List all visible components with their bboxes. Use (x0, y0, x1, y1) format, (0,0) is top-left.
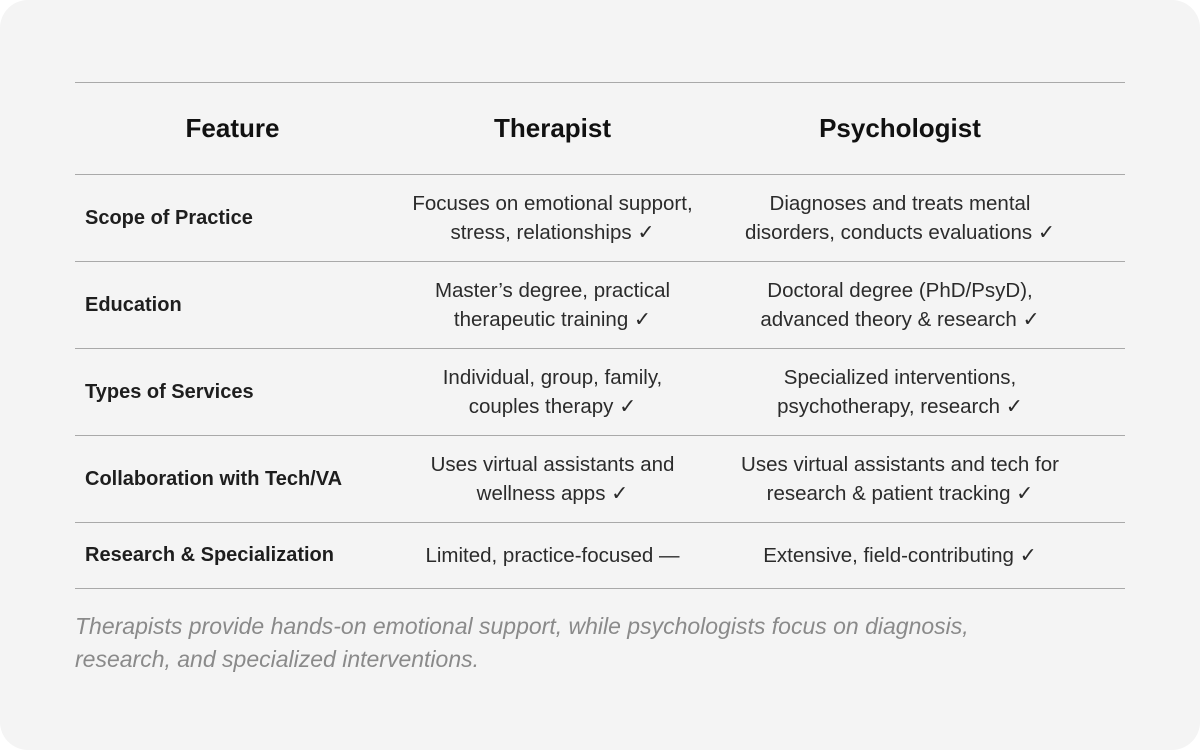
table-row (75, 262, 1125, 349)
comparison-table (75, 82, 1125, 589)
cell-line: Focuses on emotional support, (412, 192, 693, 215)
psychologist-cell (735, 541, 1125, 570)
cell-line: Doctoral degree (PhD/PsyD), (767, 279, 1033, 302)
feature-cell: Education (85, 293, 182, 316)
header-feature: Feature (185, 113, 280, 143)
psychologist-cell (735, 450, 1125, 508)
feature-cell: Research & Specialization (85, 544, 334, 566)
caption-line: research, and specialized interventions. (75, 646, 480, 672)
cell-line: wellness apps ✓ (476, 482, 629, 505)
header-therapist: Therapist (493, 113, 612, 143)
cell-line: Uses virtual assistants and (430, 453, 675, 476)
header-psychologist: Psychologist (819, 113, 981, 143)
cell-line: Diagnoses and treats mental (769, 192, 1031, 215)
therapist-cell (390, 363, 735, 421)
therapist-cell (390, 450, 735, 508)
cell-line: couples therapy ✓ (468, 395, 637, 418)
table-row (75, 175, 1125, 262)
therapist-cell (390, 189, 735, 247)
cell-line: Limited, practice-focused — (425, 544, 680, 567)
cell-line: psychotherapy, research ✓ (777, 395, 1023, 418)
cell-line: Uses virtual assistants and tech for (741, 453, 1059, 476)
table-row (75, 436, 1125, 523)
feature-cell: Scope of Practice (85, 206, 253, 229)
table-header-row (75, 83, 1125, 175)
cell-line: advanced theory & research ✓ (760, 308, 1040, 331)
therapist-cell (390, 276, 735, 334)
cell-line: Specialized interventions, (783, 366, 1017, 389)
feature-cell: Types of Services (85, 380, 254, 403)
cell-line: Master’s degree, practical (434, 279, 671, 302)
cell-line: Individual, group, family, (442, 366, 663, 389)
psychologist-cell (735, 363, 1125, 421)
feature-cell: Collaboration with Tech/VA (85, 467, 343, 490)
cell-line: therapeutic training ✓ (453, 308, 652, 331)
table-row (75, 523, 1125, 589)
therapist-cell (390, 541, 735, 570)
cell-line: disorders, conducts evaluations ✓ (744, 221, 1056, 244)
table-row (75, 349, 1125, 436)
caption-line: Therapists provide hands-on emotional support, while psychologists focus on diagnosis, (75, 613, 969, 639)
cell-line: stress, relationships ✓ (450, 221, 655, 244)
cell-line: Extensive, field-contributing ✓ (763, 544, 1037, 567)
table-caption (75, 610, 1125, 676)
psychologist-cell (735, 276, 1125, 334)
cell-line: research & patient tracking ✓ (766, 482, 1034, 505)
psychologist-cell (735, 189, 1125, 247)
